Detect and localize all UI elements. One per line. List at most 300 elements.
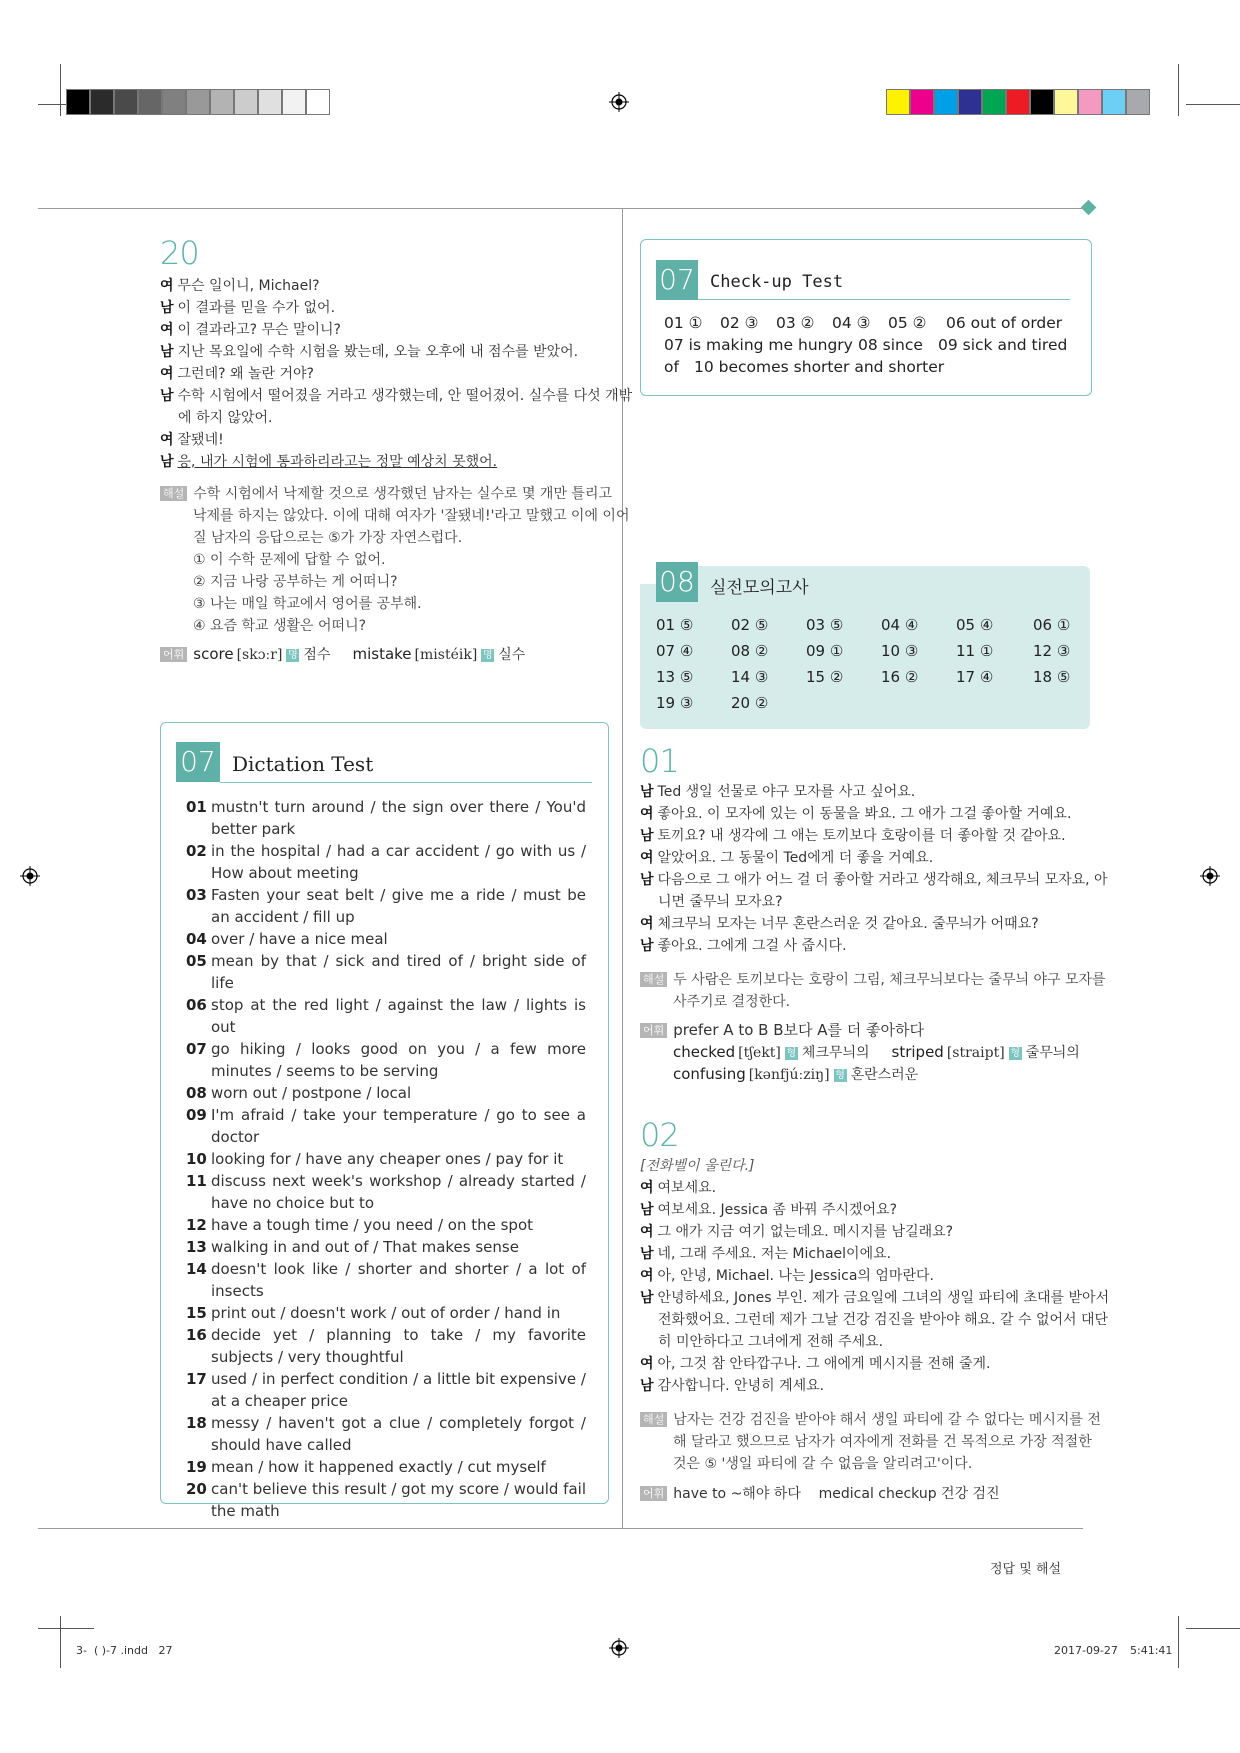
answer-number: 06 [1033, 616, 1057, 634]
mock-answer [881, 668, 918, 686]
color-swatch [982, 89, 1006, 115]
checkup-answer [946, 314, 1062, 332]
speaker-label: 여 [640, 1356, 654, 1372]
dialogue-line [178, 408, 273, 428]
color-swatch [1030, 89, 1054, 115]
explanation-text: ③ 나는 매일 학교에서 영어를 공부해. [193, 596, 422, 612]
dialogue-text: 이 결과라고? 무슨 말이니? [177, 322, 341, 338]
answer-number: 05 [956, 616, 980, 634]
answer-value: ③ [856, 314, 871, 332]
dialogue-line [160, 386, 632, 406]
mock-answer [731, 694, 768, 712]
vocab-line [640, 1020, 924, 1041]
speaker-label: 여 [160, 278, 174, 294]
dialogue-line [640, 848, 933, 868]
vocab-ipa: [mistéik] [414, 647, 478, 663]
dictation-item [186, 1236, 586, 1258]
registration-mark-icon [20, 866, 40, 886]
speaker-label: 남 [640, 1246, 654, 1262]
answer-number: 19 [656, 694, 680, 712]
slug-time: 5:41:41 [1130, 1644, 1173, 1657]
explanation-line [193, 594, 422, 614]
vocab-tag: 어휘 [160, 647, 187, 662]
dictation-item [186, 994, 586, 1038]
answer-number: 08 [731, 642, 755, 660]
dialogue-line [640, 914, 1039, 934]
answer-value: ④ [904, 616, 919, 634]
vocab-word: score [193, 645, 234, 663]
mock-answer [656, 616, 693, 634]
explanation-line [193, 550, 385, 570]
answer-number: 15 [806, 668, 830, 686]
mock-answer [806, 668, 843, 686]
explanation-line [673, 1432, 1092, 1452]
vocab-pos: 형 [786, 1048, 797, 1059]
checkup-answer [720, 314, 759, 332]
gray-swatch [210, 89, 234, 115]
item-number: 11 [186, 1172, 207, 1190]
answer-value: ② [754, 642, 769, 660]
mock-answer [731, 616, 768, 634]
speaker-label: 여 [640, 806, 654, 822]
checkup-answer [694, 358, 944, 376]
dictation-item [186, 1324, 586, 1368]
dialogue-text: 전화했어요. 그런데 제가 그날 건강 검진을 받아야 해요. 갈 수 없어서 대단 [658, 1312, 1109, 1328]
dictation-item [186, 1104, 586, 1148]
item-text: have a tough time / you need / on the spot [211, 1216, 534, 1234]
answer-number: 20 [731, 694, 755, 712]
dialogue-line [160, 298, 335, 318]
mock-answer [806, 616, 843, 634]
answer-number: 05 [888, 314, 913, 332]
speaker-label: 여 [160, 322, 174, 338]
item-number: 12 [186, 1216, 207, 1234]
dictation-item [186, 1082, 586, 1104]
answer-value: ② [754, 694, 769, 712]
mock-answer [656, 642, 693, 660]
mock-answer [881, 642, 918, 660]
answer-number: 07 [664, 336, 689, 354]
dialogue-text: 감사합니다. 안녕히 계세요. [657, 1378, 825, 1394]
item-number: 05 [186, 952, 207, 970]
vocab-word: mistake [352, 645, 412, 663]
item-text: I'm afraid / take your temperature / go to see a doctor [211, 1106, 586, 1146]
explanation-text: 남자는 건강 검진을 받아야 해서 생일 파티에 갈 수 없다는 메시지를 전 [673, 1412, 1101, 1428]
mock-answer [1033, 668, 1070, 686]
vocab-meaning: 체크무늬의 [801, 1045, 870, 1061]
speaker-label: 남 [160, 344, 174, 360]
dialogue-line [640, 1266, 934, 1286]
answer-value: of [664, 358, 679, 376]
section-title: Dictation Test [232, 752, 374, 776]
vocab-word: striped [891, 1043, 944, 1061]
vocab-pos: 형 [1010, 1048, 1020, 1059]
answer-number: 10 [694, 358, 719, 376]
gray-swatch [90, 89, 114, 115]
speaker-label: 여 [640, 916, 654, 932]
answer-number: 16 [881, 668, 905, 686]
answer-number: 10 [881, 642, 905, 660]
answer-value: ⑤ [679, 616, 694, 634]
answer-value: ④ [679, 642, 694, 660]
answer-number: 09 [806, 642, 830, 660]
vocab-ipa: [skɔːr] [236, 647, 283, 663]
dialogue-text: 무슨 일이니, Michael? [177, 278, 320, 294]
explanation-text: 수학 시험에서 낙제할 것으로 생각했던 남자는 실수로 몇 개만 틀리고 [193, 486, 612, 502]
item-number: 19 [186, 1458, 207, 1476]
explanation-text: ② 지금 나랑 공부하는 게 어떠니? [193, 574, 398, 590]
dictation-item [186, 884, 586, 928]
dialogue-text: 다음으로 그 애가 어느 걸 더 좋아할 거라고 생각해요, 체크무늬 모자요, 아 [657, 872, 1108, 888]
item-number: 15 [186, 1304, 207, 1322]
dialogue-text: 여보세요. [657, 1180, 717, 1196]
dialogue-line [640, 1222, 953, 1242]
answer-value: since [882, 336, 923, 354]
answer-number: 06 [946, 314, 971, 332]
question-number: 02 [640, 1116, 679, 1154]
answer-number: 04 [881, 616, 905, 634]
item-number: 03 [186, 886, 207, 904]
answer-number: 17 [956, 668, 980, 686]
vocab-meaning: 줄무늬의 [1025, 1045, 1080, 1061]
explanation-tag: 해설 [640, 972, 667, 987]
speaker-label: 여 [640, 1224, 654, 1240]
explanation-text: 두 사람은 토끼보다는 호랑이 그림, 체크무늬보다는 줄무늬 야구 모자를 [673, 972, 1106, 988]
dialogue-text: 안녕하세요, Jones 부인. 제가 금요일에 그녀의 생일 파티에 초대를 받아서 [657, 1290, 1110, 1306]
vocab-line [673, 1064, 940, 1085]
item-text: mean / how it happened exactly / cut myself [211, 1458, 546, 1476]
dialogue-line [658, 892, 783, 912]
answer-number: 12 [1033, 642, 1057, 660]
dialogue-line [640, 1244, 891, 1264]
answer-value: ① [979, 642, 994, 660]
mock-answer [956, 616, 993, 634]
dialogue-line [160, 342, 578, 362]
answer-value: ② [912, 314, 927, 332]
explanation-text: ① 이 수학 문제에 답할 수 없어. [193, 552, 386, 568]
dialogue-text: 아, 안녕, Michael. 나는 Jessica의 엄마란다. [657, 1268, 934, 1284]
answer-number: 03 [806, 616, 830, 634]
item-text: worn out / postpone / local [211, 1084, 412, 1102]
checkup-answer [858, 336, 923, 354]
explanation-line [193, 506, 629, 526]
dialogue-line [160, 430, 224, 450]
vocab-pos: 명 [482, 650, 493, 661]
answer-value: ② [904, 668, 919, 686]
item-number: 02 [186, 842, 207, 860]
vocabulary-q02 [640, 1484, 1000, 1504]
item-number: 14 [186, 1260, 207, 1278]
speaker-label: 남 [640, 938, 654, 954]
explanation-line [673, 992, 790, 1012]
answer-value: ② [829, 668, 844, 686]
dialogue-line [640, 1288, 1109, 1308]
dialogue-line [160, 364, 314, 384]
dialogue-text: 에 하지 않았어. [178, 410, 273, 426]
gray-swatch [162, 89, 186, 115]
dictation-item [186, 1038, 586, 1082]
answer-number: 18 [1033, 668, 1057, 686]
speaker-label: 남 [640, 784, 654, 800]
speaker-label: 여 [160, 432, 174, 448]
checkup-answer [938, 336, 1067, 354]
speaker-label: 남 [640, 1202, 654, 1218]
item-text: mustn't turn around / the sign over there / You'd better park [211, 798, 586, 838]
mock-exam-box [640, 584, 1090, 729]
answer-value: sick and tired [962, 336, 1068, 354]
answer-value: ⑤ [679, 668, 694, 686]
item-text: looking for / have any cheaper ones / pay for it [211, 1150, 564, 1168]
vocab-meaning: 실수 [498, 647, 526, 663]
vocab-ipa: [kənfjúːziŋ] [748, 1067, 830, 1083]
item-text: walking in and out of / That makes sense [211, 1238, 519, 1256]
gray-swatch [258, 89, 282, 115]
dialogue-text: 토끼요? 내 생각에 그 애는 토끼보다 호랑이를 더 좋아할 것 같아요. [657, 828, 1066, 844]
gray-swatch [234, 89, 258, 115]
explanation-line [193, 528, 462, 548]
gray-swatch [66, 89, 90, 115]
mock-answer [881, 616, 918, 634]
dialogue-text: 이 결과를 믿을 수가 없어. [177, 300, 336, 316]
answer-value: ① [1056, 616, 1071, 634]
color-swatch [1078, 89, 1102, 115]
answer-value: ③ [679, 694, 694, 712]
checkup-answer [664, 336, 853, 354]
explanation-text: 질 남자의 응답으로는 ⑤가 가장 자연스럽다. [193, 530, 463, 546]
speaker-label: 여 [640, 1268, 654, 1284]
answer-number: 11 [956, 642, 980, 660]
dialogue-line [160, 452, 497, 472]
color-swatch [1006, 89, 1030, 115]
vocab-ipa: [straipt] [946, 1045, 1005, 1061]
speaker-label: 남 [640, 872, 654, 888]
item-text: over / have a nice meal [211, 930, 388, 948]
color-swatch [1102, 89, 1126, 115]
dialogue-text: 수학 시험에서 떨어졌을 거라고 생각했는데, 안 떨어졌어. 실수를 다섯 개밖 [177, 388, 633, 404]
item-text: discuss next week's workshop / already started / have no choice but to [211, 1172, 586, 1212]
item-text: print out / doesn't work / out of order / hand in [211, 1304, 561, 1322]
vocab-tag: 어휘 [640, 1023, 667, 1038]
color-swatch [1054, 89, 1078, 115]
gray-swatch [282, 89, 306, 115]
dialogue-line [640, 804, 1071, 824]
vocab-pos: 명 [288, 650, 298, 661]
section-badge: 07 [656, 260, 698, 300]
checkup-answer [664, 358, 679, 376]
answer-value: ① [829, 642, 844, 660]
color-swatch [1126, 89, 1150, 115]
explanation-tag: 해설 [160, 486, 187, 501]
mock-answer [731, 668, 768, 686]
stage-direction: [전화벨이 울린다.] [640, 1158, 755, 1174]
mock-answer [956, 642, 993, 660]
item-text: messy / haven't got a clue / completely forgot / should have called [211, 1414, 586, 1454]
color-swatch [934, 89, 958, 115]
checkup-answer [776, 314, 815, 332]
item-number: 10 [186, 1150, 207, 1168]
dialogue-text: 지난 목요일에 수학 시험을 봤는데, 오늘 오후에 내 점수를 받았어. [177, 344, 579, 360]
page-label: 정답 및 해설 [990, 1562, 1062, 1577]
mock-answer [956, 668, 993, 686]
answer-number: 02 [731, 616, 755, 634]
item-number: 13 [186, 1238, 207, 1256]
mock-answer [656, 668, 693, 686]
slug-date: 2017-09-27 [1054, 1644, 1118, 1657]
dialogue-line [640, 782, 915, 802]
dictation-item [186, 1412, 586, 1456]
checkup-answer [888, 314, 927, 332]
column-divider [622, 208, 623, 1528]
color-swatch [958, 89, 982, 115]
dialogue-line [640, 936, 847, 956]
item-number: 09 [186, 1106, 207, 1124]
speaker-label: 여 [640, 1180, 654, 1196]
explanation-line [640, 1410, 1101, 1430]
dictation-item [186, 1302, 586, 1324]
item-number: 17 [186, 1370, 207, 1388]
answer-value: ③ [1056, 642, 1071, 660]
dialogue-text: 히 미안하다고 그녀에게 전해 주세요. [658, 1334, 884, 1350]
answer-value: out of order [970, 314, 1063, 332]
item-number: 01 [186, 798, 207, 816]
item-number: 16 [186, 1326, 207, 1344]
answer-number: 14 [731, 668, 755, 686]
bottom-rule [38, 1528, 1083, 1529]
answer-number: 02 [720, 314, 745, 332]
title-rule [698, 299, 1070, 300]
dictation-item [186, 1478, 586, 1522]
explanation-text: 것은 ⑤ '생일 파티에 갈 수 없음을 알리려고'이다. [673, 1456, 973, 1472]
dialogue-line [640, 1354, 991, 1374]
explanation-line [193, 572, 398, 592]
color-swatch [910, 89, 934, 115]
answer-value: is making me hungry [688, 336, 853, 354]
explanation-line [193, 616, 366, 636]
question-number: 20 [160, 234, 199, 272]
item-number: 07 [186, 1040, 207, 1058]
mock-answer [731, 642, 768, 660]
dialogue-text: Ted 생일 선물로 야구 모자를 사고 싶어요. [657, 784, 916, 800]
gray-swatch [186, 89, 210, 115]
dictation-item [186, 1148, 586, 1170]
explanation-text: 해 달라고 했으므로 남자가 여자에게 전화를 건 목적으로 가장 적절한 [673, 1434, 1092, 1450]
section-title: Check-up Test [710, 272, 844, 292]
mock-answer [656, 694, 693, 712]
item-number: 20 [186, 1480, 207, 1498]
question-number: 01 [640, 742, 679, 780]
dictation-item [186, 1456, 586, 1478]
dialogue-text: 알았어요. 그 동물이 Ted에게 더 좋을 거예요. [657, 850, 934, 866]
item-number: 06 [186, 996, 207, 1014]
vocab-tag: 어휘 [640, 1486, 667, 1501]
dialogue-text: 여보세요. Jessica 좀 바꿔 주시겠어요? [657, 1202, 897, 1218]
speaker-label: 남 [160, 300, 174, 316]
gray-swatch [138, 89, 162, 115]
item-text: mean by that / sick and tired of / bright side of life [211, 952, 586, 992]
answer-value: ① [688, 314, 703, 332]
answer-number: 08 [858, 336, 883, 354]
checkup-answer [664, 314, 703, 332]
item-text: Fasten your seat belt / give me a ride / must be an accident / fill up [211, 886, 586, 926]
speaker-label: 남 [160, 388, 174, 404]
item-text: in the hospital / had a car accident / go with us / How about meeting [211, 842, 586, 882]
dialogue-line [640, 1376, 824, 1396]
dialogue-text: 좋아요. 이 모자에 있는 이 동물을 봐요. 그 애가 그걸 좋아할 거예요. [657, 806, 1072, 822]
answer-number: 09 [938, 336, 963, 354]
dialogue-text: 좋아요. 그에게 그걸 사 줍시다. [657, 938, 847, 954]
item-text: go hiking / looks good on you / a few more minutes / seems to be serving [211, 1040, 586, 1080]
dialogue-line [640, 870, 1108, 890]
explanation-text: ④ 요즘 학교 생활은 어떠니? [193, 618, 367, 634]
vocab-pos: 형 [835, 1070, 845, 1081]
answer-number: 01 [656, 616, 680, 634]
answer-value: becomes shorter and shorter [718, 358, 945, 376]
answer-number: 13 [656, 668, 680, 686]
registration-mark-icon [609, 92, 629, 112]
speaker-label: 남 [640, 1290, 654, 1306]
dictation-item [186, 840, 586, 884]
dialogue-text: 아, 그것 참 안타깝구나. 그 애에게 메시지를 전해 줄게. [657, 1356, 991, 1372]
section-title: 실전모의고사 [710, 578, 809, 598]
checkup-answer [832, 314, 871, 332]
answer-value: ③ [754, 668, 769, 686]
answer-number: 03 [776, 314, 801, 332]
dialogue-text: 잘됐네! [177, 432, 224, 448]
vocab-line [160, 644, 547, 665]
answer-value: ⑤ [1056, 668, 1071, 686]
item-text: stop at the red light / against the law / lights is out [211, 996, 586, 1036]
vocab-word: confusing [673, 1065, 746, 1083]
registration-mark-icon [1200, 866, 1220, 886]
answer-value: ⑤ [754, 616, 769, 634]
vocab-ipa: [tʃekt] [738, 1045, 781, 1061]
dialogue-line [658, 1310, 1108, 1330]
title-rule [220, 782, 592, 783]
item-text: used / in perfect condition / a little bit expensive / at a cheaper price [211, 1370, 586, 1410]
vocab-text: have to ~해야 하다 medical checkup 건강 검진 [673, 1486, 1000, 1502]
mock-answer [806, 642, 843, 660]
dialogue-line [640, 1200, 897, 1220]
dictation-item [186, 1170, 586, 1214]
explanation-tag: 해설 [640, 1412, 667, 1427]
dialogue-line [160, 276, 320, 296]
answer-number: 01 [664, 314, 689, 332]
color-swatch [886, 89, 910, 115]
dictation-item [186, 796, 586, 840]
answer-value: ② [800, 314, 815, 332]
dialogue-text: 그런데? 왜 놀란 거야? [177, 366, 314, 382]
vocab-meaning: 혼란스러운 [850, 1067, 919, 1083]
answer-value: ③ [904, 642, 919, 660]
mock-answer [1033, 642, 1070, 660]
speaker-label: 남 [640, 828, 654, 844]
explanation-text: 낙제를 하지는 않았다. 이에 대해 여자가 '잘됐네!'라고 말했고 이에 이어 [193, 508, 630, 524]
item-number: 08 [186, 1084, 207, 1102]
explanation-line [160, 484, 612, 504]
answer-number: 07 [656, 642, 680, 660]
vocab-word: checked [673, 1043, 736, 1061]
dialogue-line [640, 826, 1066, 846]
vocab-meaning: 점수 [303, 647, 331, 663]
dialogue-text: 네, 그래 주세요. 저는 Michael이에요. [657, 1246, 892, 1262]
dialogue-text: 체크무늬 모자는 너무 혼란스러운 것 같아요. 줄무늬가 어때요? [657, 916, 1039, 932]
slug-file: 3- ( )-7 .indd 27 [76, 1644, 173, 1657]
dictation-item [186, 928, 586, 950]
dialogue-line [640, 1178, 716, 1198]
item-number: 18 [186, 1414, 207, 1432]
section-badge: 08 [656, 562, 698, 602]
dialogue-line [658, 1332, 883, 1352]
